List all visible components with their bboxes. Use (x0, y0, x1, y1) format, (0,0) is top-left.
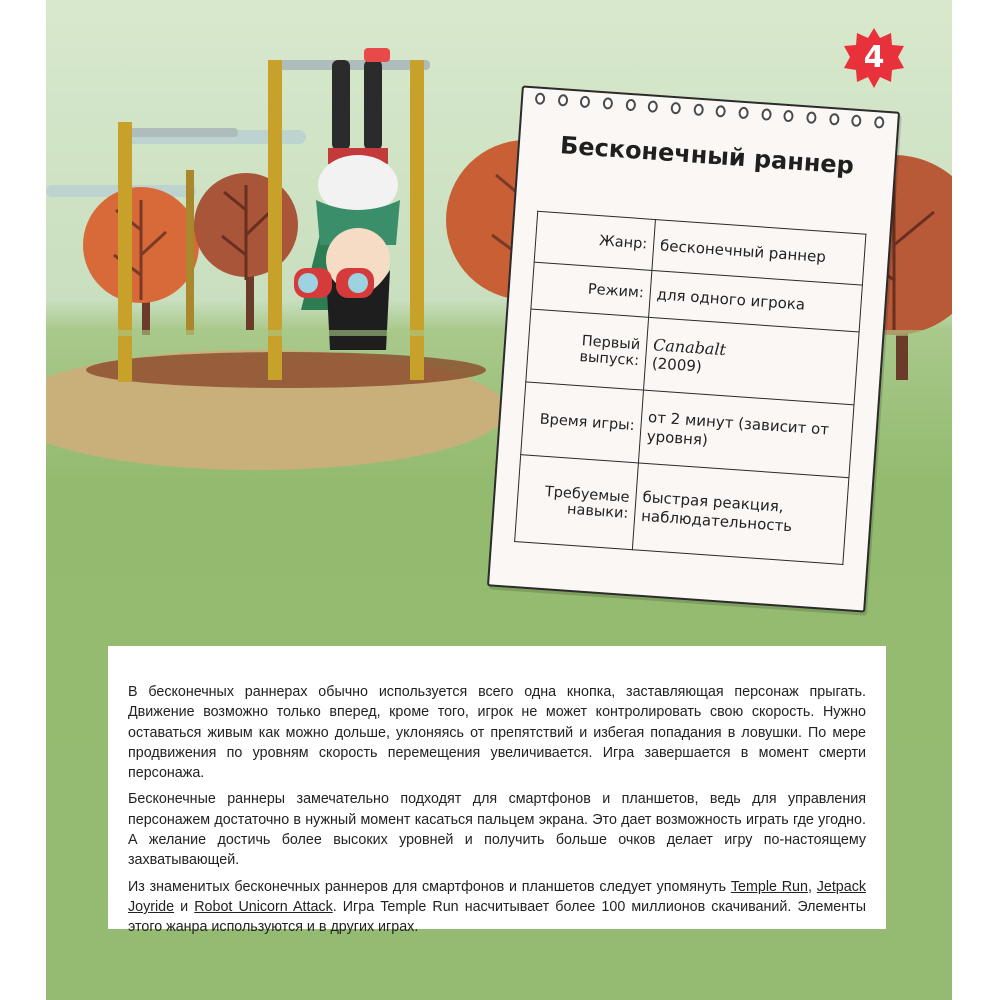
mulch (86, 352, 486, 388)
book-page (46, 0, 952, 1000)
ring (783, 110, 794, 123)
paragraph: Бесконечные раннеры замечательно подходят для смартфонов и планшетов, ведь для управления персонажем достаточно в нужный момент касаться пальцем экрана. Это дает возможность играть где угодно. А желание достичь более высоких уровней и получить больше очков делает игру по-настоящему захватывающей. (128, 791, 866, 869)
ring (874, 116, 885, 129)
text-run: . Игра Temple Run насчитывает более 100 миллионов скачиваний. Элементы этого жанра используются и в других играх. (128, 898, 866, 936)
release-game: Canabalt (652, 335, 727, 360)
tree-left-2 (194, 173, 298, 330)
paragraph (128, 877, 866, 938)
release-year: (2009) (651, 354, 703, 376)
ring (535, 92, 546, 105)
row-label: Первый выпуск: (526, 309, 649, 390)
article-text (108, 646, 886, 936)
row-value: для одного игрока (649, 270, 863, 332)
ring (738, 107, 749, 120)
ring (806, 111, 817, 124)
game-link-jetpack-joyride[interactable]: Jetpack Joyride (128, 878, 866, 915)
text-run: Из знаменитых бесконечных раннеров для смартфонов и планшетов следует упомянуть (128, 878, 731, 895)
row-label: Требуемые навыки: (515, 455, 639, 550)
ring (625, 99, 636, 112)
ring (670, 102, 681, 115)
ring (828, 113, 839, 126)
genre-info-card (487, 85, 900, 612)
ring (648, 100, 659, 113)
row-label: Время игры: (521, 382, 644, 463)
row-label: Режим: (531, 262, 652, 317)
row-value: бесконечный раннер (652, 220, 866, 286)
row-label: Жанр: (534, 211, 655, 270)
game-link-robot-unicorn-attack[interactable]: Robot Unicorn Attack (194, 898, 333, 915)
ring (851, 114, 862, 127)
paragraph: В бесконечных раннерах обычно используется всего одна кнопка, заставляющая персонаж прыгать. Движение возможно только вперед, кроме того, игрок не может контролировать свою скорость. Нужно оставаться живым как можно дольше, уклоняясь от препятствий и избегая попадания в ловушки. По мере продвижения по уровням скорость перемещения увеличивается. Игра завершается в момент смерти персонажа. (128, 684, 866, 782)
ring (761, 108, 772, 121)
row-value: от 2 минут (зависит от уровня) (638, 390, 854, 478)
card-title: Бесконечный раннер (559, 131, 855, 180)
tree-left (83, 187, 199, 335)
text-run: и (174, 898, 195, 915)
row-value: быстрая реакция, наблюдательность (632, 463, 849, 565)
ring (715, 105, 726, 118)
text-run: , (807, 878, 817, 895)
game-link-temple-run[interactable]: Temple Run (730, 878, 808, 895)
page-number: 4 (863, 40, 885, 75)
ring (602, 97, 613, 110)
ring (580, 96, 591, 109)
info-table (514, 211, 866, 565)
ring (693, 103, 704, 116)
ring (557, 94, 568, 107)
